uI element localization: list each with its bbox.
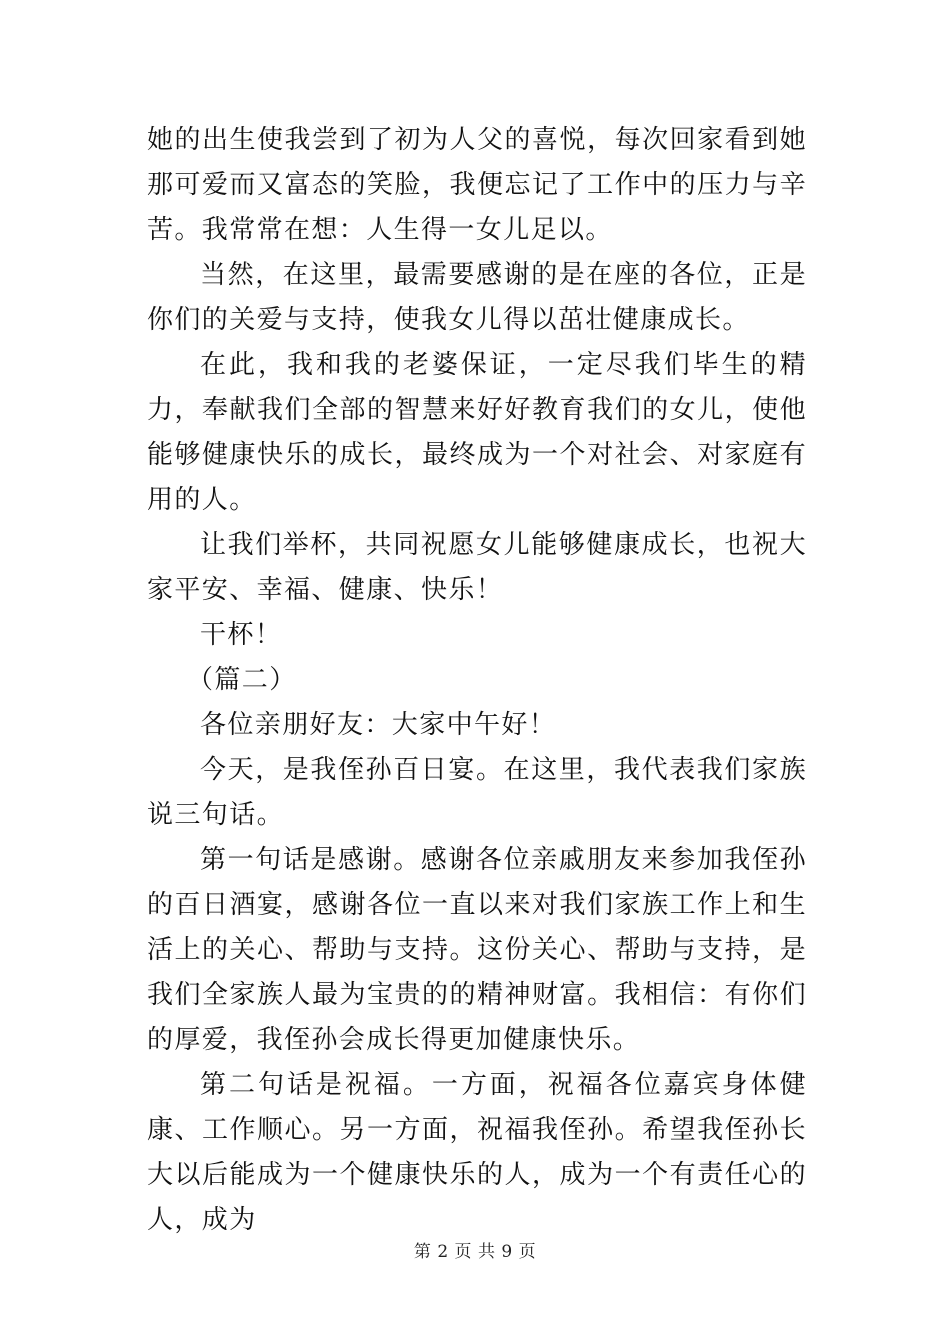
paragraph-second-point: 第二句话是祝福。一方面，祝福各位嘉宾身体健康、工作顺心。另一方面，祝福我侄孙。希望我侄孙长大以后能成为一个健康快乐的人，成为一个有责任心的人，成为 (147, 1070, 807, 1235)
paragraph-promise: 在此，我和我的老婆保证，一定尽我们毕生的精力，奉献我们全部的智慧来好好教育我们的女儿，使他能够健康快乐的成长，最终成为一个对社会、对家庭有用的人。 (147, 350, 807, 515)
paragraph-cheers: 干杯！ (200, 620, 283, 650)
paragraph-toast: 让我们举杯，共同祝愿女儿能够健康成长，也祝大家平安、幸福、健康、快乐！ (147, 530, 807, 605)
paragraph-greeting: 各位亲朋好友：大家中午好！ (200, 710, 557, 740)
page-number: 第 2 页 共 9 页 (413, 1242, 537, 1262)
paragraph-intro: 今天，是我侄孙百日宴。在这里，我代表我们家族说三句话。 (147, 755, 807, 830)
document-body (147, 118, 807, 1243)
paragraph-first-point: 第一句话是感谢。感谢各位亲戚朋友来参加我侄孙的百日酒宴，感谢各位一直以来对我们家族工作上和生活上的关心、帮助与支持。这份关心、帮助与支持，是我们全家族人最为宝贵的的精神财富。我相信：有你们的厚爱，我侄孙会成长得更加健康快乐。 (147, 845, 807, 1055)
page-footer (0, 1241, 950, 1263)
paragraph-continuation: 她的出生使我尝到了初为人父的喜悦，每次回家看到她那可爱而又富态的笑脸，我便忘记了工作中的压力与辛苦。我常常在想：人生得一女儿足以。 (147, 125, 807, 245)
section-heading: （篇二） (187, 665, 297, 695)
paragraph-thanks-guests: 当然，在这里，最需要感谢的是在座的各位，正是你们的关爱与支持，使我女儿得以茁壮健康成长。 (147, 260, 807, 335)
